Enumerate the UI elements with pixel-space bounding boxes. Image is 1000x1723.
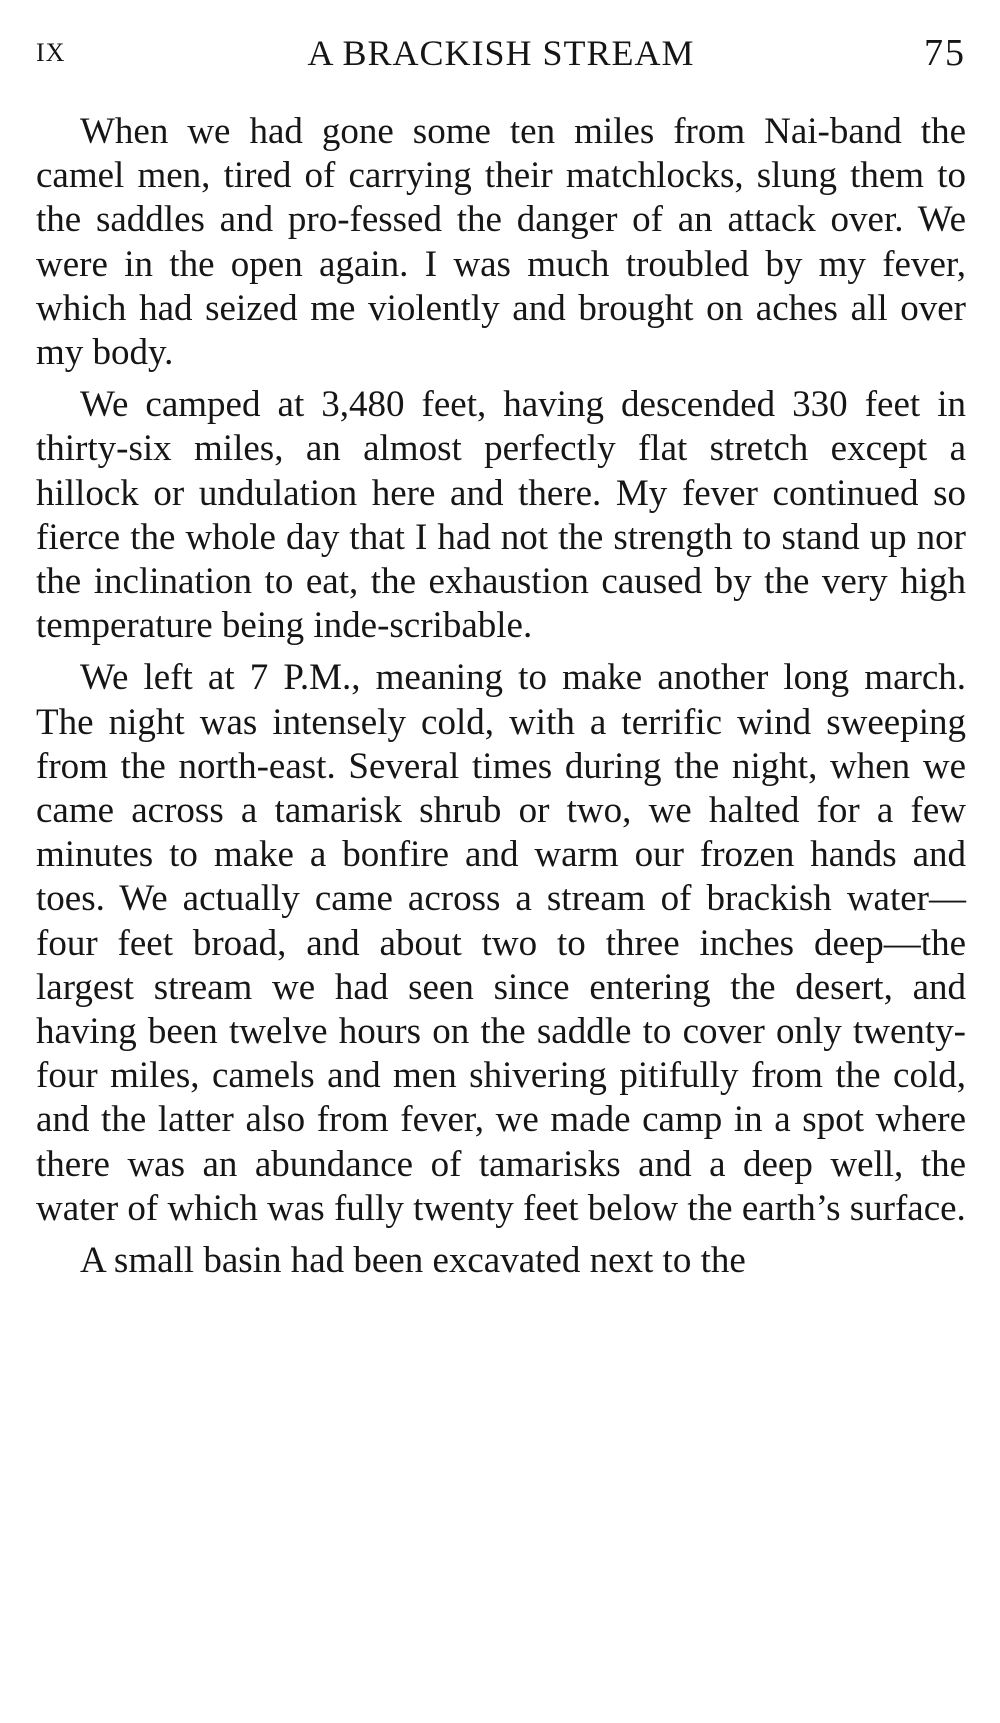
body-text xyxy=(36,110,966,1283)
paragraph-2: We camped at 3,480 feet, having descended 330 feet in thirty-six miles, an almost perfectly flat stretch except a hillock or undulation here and there. My fever continued so fierce the whole day that I had not the strength to stand up nor the inclination to eat, the exhaustion caused by the very high temperature being inde-scribable. xyxy=(36,384,966,647)
page-title: A BRACKISH STREAM xyxy=(307,33,695,73)
paragraph-1: When we had gone some ten miles from Nai-band the camel men, tired of carrying their matchlocks, slung them to the saddles and pro-fessed the danger of an attack over. We were in the open again. I was much troubled by my fever, which had seized me violently and brought on aches all over my body. xyxy=(36,111,966,374)
running-head xyxy=(36,28,966,78)
paragraph-4: A small basin had been excavated next to the xyxy=(80,1240,746,1282)
page-number: 75 xyxy=(924,32,966,74)
chapter-number: IX xyxy=(36,38,66,67)
paragraph-3: We left at 7 P.M., meaning to make another long march. The night was intensely cold, with a terrific wind sweeping from the north-east. Several times during the night, when we came across a tamarisk shrub or two, we halted for a few minutes to make a bonfire and warm our frozen hands and toes. We actually came across a stream of brackish water—four feet broad, and about two to three inches deep—the largest stream we had seen since entering the desert, and having been twelve hours on the saddle to cover only twenty-four miles, camels and men shivering pitifully from the cold, and the latter also from fever, we made camp in a spot where there was an abundance of tamarisks and a deep well, the water of which was fully twenty feet below the earth’s surface. xyxy=(36,657,966,1229)
